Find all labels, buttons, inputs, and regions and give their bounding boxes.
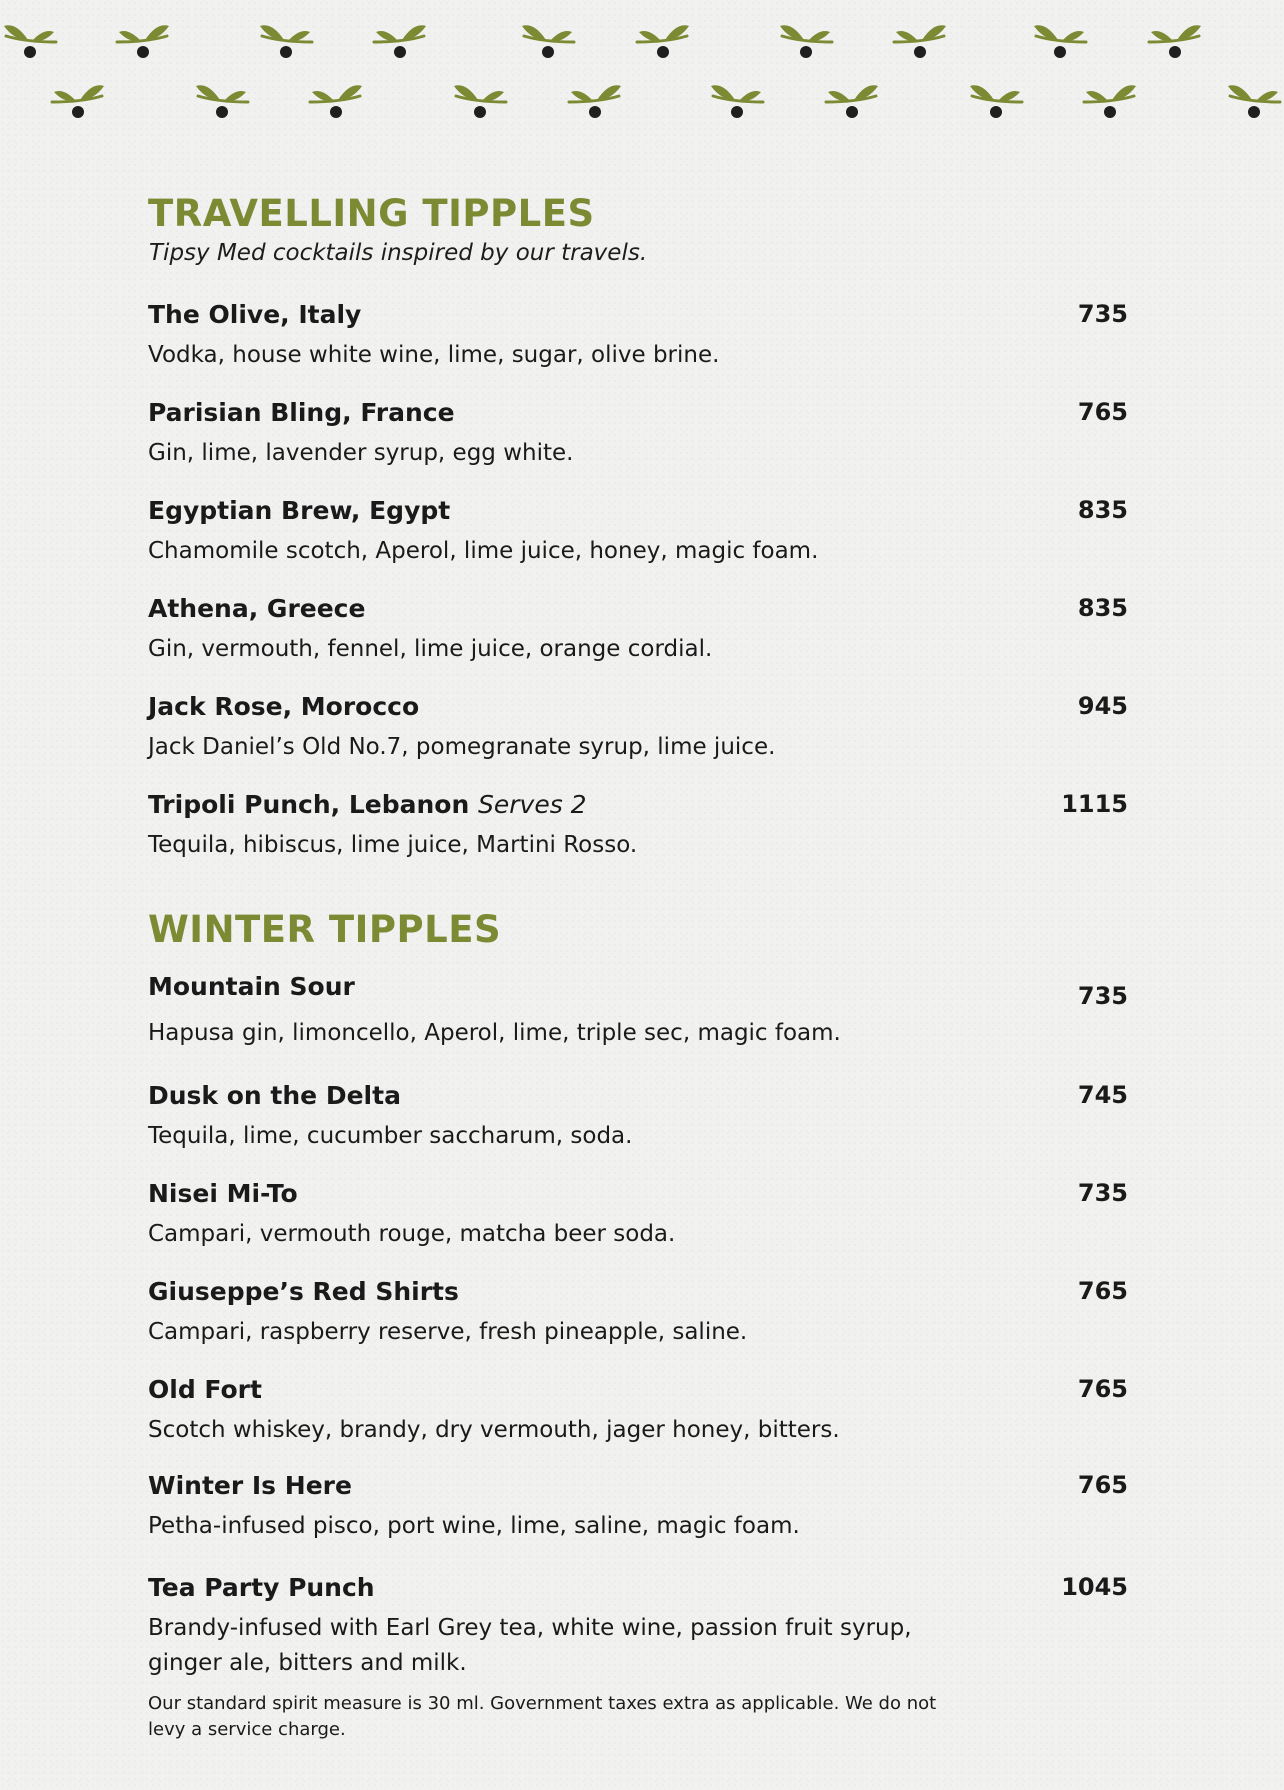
- olive-branch-icon: [522, 25, 574, 58]
- item-description: Hapusa gin, limoncello, Aperol, lime, triple sec, magic foam.: [148, 1020, 841, 1046]
- olive-branch-icon: [1034, 25, 1086, 58]
- item-name: Giuseppe’s Red Shirts: [148, 1277, 459, 1306]
- item-price: 735: [1077, 300, 1128, 328]
- item-name: Dusk on the Delta: [148, 1081, 401, 1110]
- item-name: Tea Party Punch: [148, 1573, 375, 1602]
- olive-branch-icon: [637, 25, 689, 58]
- item-price: 945: [1077, 692, 1128, 720]
- item-price: 1115: [1061, 790, 1128, 818]
- olive-branch-icon: [826, 85, 878, 118]
- olive-branch-icon: [454, 85, 506, 118]
- olive-branch-icon: [711, 85, 763, 118]
- item-price: 835: [1077, 594, 1128, 622]
- item-description: Vodka, house white wine, lime, sugar, olive brine.: [148, 342, 720, 368]
- menu-item-jack-rose: [148, 692, 1128, 782]
- menu-item-mountain-sour: [148, 972, 1128, 1062]
- section-subtitle: Tipsy Med cocktails inspired by our travels.: [149, 240, 648, 266]
- item-description: Tequila, lime, cucumber saccharum, soda.: [148, 1123, 633, 1149]
- olive-branch-icon: [569, 85, 621, 118]
- item-name: Old Fort: [148, 1375, 262, 1404]
- menu-item-tripoli-punch: [148, 790, 1128, 880]
- item-price: 835: [1077, 496, 1128, 524]
- menu-item-dusk-on-the-delta: [148, 1081, 1128, 1171]
- item-description: Chamomile scotch, Aperol, lime juice, honey, magic foam.: [148, 538, 819, 564]
- olive-branch-icon: [1149, 25, 1201, 58]
- section-title-winter-tipples: WINTER TIPPLES: [148, 908, 502, 951]
- menu-item-parisian-bling: [148, 398, 1128, 488]
- olive-branch-icon: [894, 25, 946, 58]
- item-price: 1045: [1061, 1573, 1128, 1601]
- item-description: Petha-infused pisco, port wine, lime, saline, magic foam.: [148, 1513, 800, 1539]
- item-name: Mountain Sour: [148, 972, 355, 1001]
- olive-branch-border: [0, 0, 1284, 130]
- item-price: 765: [1077, 1471, 1128, 1499]
- menu-item-athena: [148, 594, 1128, 684]
- olive-branch-icon: [970, 85, 1022, 118]
- olive-branch-icon: [4, 25, 56, 58]
- menu-item-old-fort: [148, 1375, 1128, 1465]
- olive-branch-icon: [260, 25, 312, 58]
- item-name: Athena, Greece: [148, 594, 366, 623]
- item-price: 765: [1077, 1277, 1128, 1305]
- menu-item-winter-is-here: [148, 1471, 1128, 1561]
- item-description: Brandy-infused with Earl Grey tea, white wine, passion fruit syrup, ginger ale, bitters and milk.: [148, 1615, 912, 1676]
- menu-item-tea-party-punch: [148, 1573, 1128, 1683]
- olive-branch-icon: [1084, 85, 1136, 118]
- item-price: 745: [1077, 1081, 1128, 1109]
- olive-branch-icon: [52, 85, 104, 118]
- item-serving-note: Serves 2: [478, 790, 587, 819]
- olive-branch-icon: [1228, 85, 1280, 118]
- olive-branch-icon: [196, 85, 248, 118]
- olive-branch-icon: [374, 25, 426, 58]
- item-description: Jack Daniel’s Old No.7, pomegranate syrup, lime juice.: [148, 734, 776, 760]
- menu-item-egyptian-brew: [148, 496, 1128, 586]
- item-name: Nisei Mi-To: [148, 1179, 298, 1208]
- olive-branch-icon: [780, 25, 832, 58]
- item-description: Gin, lime, lavender syrup, egg white.: [148, 440, 574, 466]
- item-name: Winter Is Here: [148, 1471, 352, 1500]
- item-description: Scotch whiskey, brandy, dry vermouth, jager honey, bitters.: [148, 1417, 840, 1443]
- olive-branch-icon: [117, 25, 169, 58]
- footnote: Our standard spirit measure is 30 ml. Government taxes extra as applicable. We do not levy a service charge.: [148, 1693, 937, 1740]
- item-price: 765: [1077, 398, 1128, 426]
- olive-branch-icon: [310, 85, 362, 118]
- item-description: Gin, vermouth, fennel, lime juice, orange cordial.: [148, 636, 713, 662]
- item-price: 735: [1077, 1179, 1128, 1207]
- item-description: Campari, vermouth rouge, matcha beer soda.: [148, 1221, 676, 1247]
- menu-item-the-olive: [148, 300, 1128, 390]
- menu-item-nisei-mi-to: [148, 1179, 1128, 1269]
- section-title-travelling-tipples: TRAVELLING TIPPLES: [148, 192, 595, 235]
- item-name: The Olive, Italy: [148, 300, 362, 329]
- item-name: Parisian Bling, France: [148, 398, 455, 427]
- menu-item-giuseppes-red-shirts: [148, 1277, 1128, 1367]
- item-price: 735: [1077, 982, 1128, 1010]
- item-name: Jack Rose, Morocco: [148, 692, 420, 721]
- item-price: 765: [1077, 1375, 1128, 1403]
- item-name: Tripoli Punch, Lebanon Serves 2: [148, 790, 587, 819]
- item-description: Tequila, hibiscus, lime juice, Martini Rosso.: [148, 832, 638, 858]
- item-description: Campari, raspberry reserve, fresh pineapple, saline.: [148, 1319, 748, 1345]
- item-name: Egyptian Brew, Egypt: [148, 496, 451, 525]
